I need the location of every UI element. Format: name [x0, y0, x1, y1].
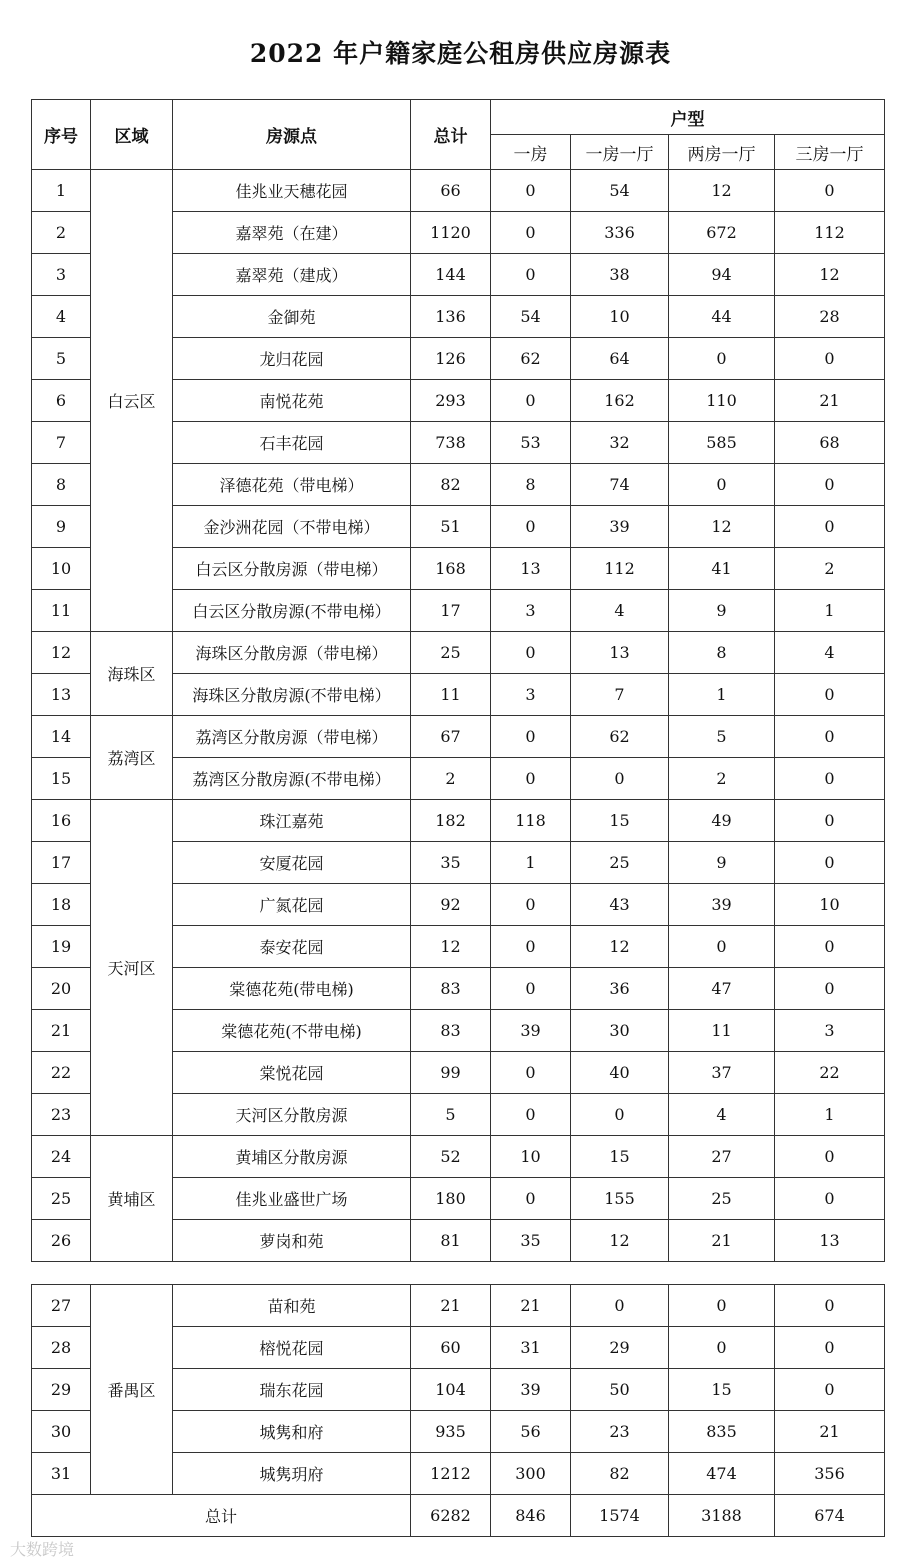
type3-cell: 37	[669, 1052, 775, 1094]
total-cell: 66	[411, 170, 491, 212]
page-title: 2022 年户籍家庭公租房供应房源表	[249, 39, 672, 68]
type3-cell: 39	[669, 884, 775, 926]
grand-total-type-3: 3188	[669, 1495, 775, 1537]
housing-table-main	[31, 99, 885, 1262]
district-cell: 海珠区	[91, 632, 173, 716]
header-total: 总计	[411, 100, 491, 170]
type1-cell: 0	[491, 254, 571, 296]
type4-cell: 0	[775, 968, 885, 1010]
seq-cell: 5	[32, 338, 91, 380]
site-cell: 嘉翠苑（在建）	[173, 212, 411, 254]
type1-cell: 0	[491, 380, 571, 422]
type4-cell: 0	[775, 506, 885, 548]
type2-cell: 0	[571, 1285, 669, 1327]
type4-cell: 68	[775, 422, 885, 464]
type3-cell: 0	[669, 1327, 775, 1369]
total-cell: 11	[411, 674, 491, 716]
type4-cell: 0	[775, 1136, 885, 1178]
grand-total-type-1: 846	[491, 1495, 571, 1537]
total-cell: 81	[411, 1220, 491, 1262]
type3-cell: 5	[669, 716, 775, 758]
seq-cell: 9	[32, 506, 91, 548]
seq-cell: 30	[32, 1411, 91, 1453]
type2-cell: 43	[571, 884, 669, 926]
table-row	[32, 1136, 885, 1178]
seq-cell: 29	[32, 1369, 91, 1411]
seq-cell: 2	[32, 212, 91, 254]
type1-cell: 31	[491, 1327, 571, 1369]
seq-cell: 19	[32, 926, 91, 968]
total-cell: 21	[411, 1285, 491, 1327]
type4-cell: 1	[775, 590, 885, 632]
site-cell: 城隽和府	[173, 1411, 411, 1453]
type3-cell: 21	[669, 1220, 775, 1262]
total-cell: 1120	[411, 212, 491, 254]
type1-cell: 35	[491, 1220, 571, 1262]
site-cell: 海珠区分散房源（带电梯）	[173, 632, 411, 674]
seq-cell: 31	[32, 1453, 91, 1495]
type1-cell: 0	[491, 884, 571, 926]
type4-cell: 0	[775, 716, 885, 758]
type1-cell: 0	[491, 926, 571, 968]
type3-cell: 835	[669, 1411, 775, 1453]
type4-cell: 0	[775, 1327, 885, 1369]
type2-cell: 54	[571, 170, 669, 212]
site-cell: 榕悦花园	[173, 1327, 411, 1369]
type1-cell: 13	[491, 548, 571, 590]
type3-cell: 12	[669, 506, 775, 548]
type1-cell: 56	[491, 1411, 571, 1453]
type3-cell: 1	[669, 674, 775, 716]
type4-cell: 2	[775, 548, 885, 590]
type4-cell: 12	[775, 254, 885, 296]
header-row-1	[32, 100, 885, 135]
type4-cell: 0	[775, 1285, 885, 1327]
type1-cell: 0	[491, 1052, 571, 1094]
type1-cell: 39	[491, 1369, 571, 1411]
site-cell: 荔湾区分散房源（带电梯）	[173, 716, 411, 758]
total-cell: 180	[411, 1178, 491, 1220]
seq-cell: 26	[32, 1220, 91, 1262]
site-cell: 棠德花苑(带电梯)	[173, 968, 411, 1010]
district-cell: 黄埔区	[91, 1136, 173, 1262]
type1-cell: 0	[491, 1094, 571, 1136]
site-cell: 城隽玥府	[173, 1453, 411, 1495]
type2-cell: 25	[571, 842, 669, 884]
type1-cell: 0	[491, 758, 571, 800]
total-cell: 126	[411, 338, 491, 380]
header-type-1: 一房	[491, 135, 571, 170]
type3-cell: 8	[669, 632, 775, 674]
header-type-2: 一房一厅	[571, 135, 669, 170]
total-cell: 104	[411, 1369, 491, 1411]
type4-cell: 3	[775, 1010, 885, 1052]
type2-cell: 112	[571, 548, 669, 590]
type3-cell: 0	[669, 464, 775, 506]
type4-cell: 0	[775, 338, 885, 380]
type3-cell: 0	[669, 1285, 775, 1327]
type4-cell: 0	[775, 1369, 885, 1411]
total-cell: 5	[411, 1094, 491, 1136]
type1-cell: 0	[491, 968, 571, 1010]
seq-cell: 18	[32, 884, 91, 926]
seq-cell: 10	[32, 548, 91, 590]
total-cell: 1212	[411, 1453, 491, 1495]
type3-cell: 94	[669, 254, 775, 296]
type4-cell: 0	[775, 758, 885, 800]
type1-cell: 0	[491, 632, 571, 674]
type3-cell: 474	[669, 1453, 775, 1495]
type4-cell: 0	[775, 464, 885, 506]
type2-cell: 36	[571, 968, 669, 1010]
seq-cell: 27	[32, 1285, 91, 1327]
type2-cell: 39	[571, 506, 669, 548]
total-cell: 738	[411, 422, 491, 464]
seq-cell: 17	[32, 842, 91, 884]
type1-cell: 21	[491, 1285, 571, 1327]
seq-cell: 14	[32, 716, 91, 758]
seq-cell: 6	[32, 380, 91, 422]
total-cell: 35	[411, 842, 491, 884]
district-cell: 荔湾区	[91, 716, 173, 800]
type4-cell: 0	[775, 170, 885, 212]
table-row	[32, 170, 885, 212]
table-main-body	[32, 170, 885, 1262]
type2-cell: 13	[571, 632, 669, 674]
total-cell: 52	[411, 1136, 491, 1178]
type3-cell: 15	[669, 1369, 775, 1411]
type4-cell: 0	[775, 926, 885, 968]
type1-cell: 53	[491, 422, 571, 464]
seq-cell: 21	[32, 1010, 91, 1052]
district-cell: 天河区	[91, 800, 173, 1136]
total-cell: 168	[411, 548, 491, 590]
site-cell: 广氮花园	[173, 884, 411, 926]
type2-cell: 40	[571, 1052, 669, 1094]
site-cell: 荔湾区分散房源(不带电梯）	[173, 758, 411, 800]
type4-cell: 356	[775, 1453, 885, 1495]
seq-cell: 28	[32, 1327, 91, 1369]
grand-total-row	[32, 1495, 885, 1537]
total-cell: 83	[411, 1010, 491, 1052]
seq-cell: 12	[32, 632, 91, 674]
site-cell: 佳兆业盛世广场	[173, 1178, 411, 1220]
type3-cell: 4	[669, 1094, 775, 1136]
total-cell: 51	[411, 506, 491, 548]
type4-cell: 21	[775, 380, 885, 422]
type3-cell: 9	[669, 842, 775, 884]
site-cell: 石丰花园	[173, 422, 411, 464]
type2-cell: 155	[571, 1178, 669, 1220]
site-cell: 珠江嘉苑	[173, 800, 411, 842]
type2-cell: 64	[571, 338, 669, 380]
type1-cell: 3	[491, 590, 571, 632]
type2-cell: 0	[571, 758, 669, 800]
header-type-3: 两房一厅	[669, 135, 775, 170]
type1-cell: 62	[491, 338, 571, 380]
type3-cell: 41	[669, 548, 775, 590]
site-cell: 安厦花园	[173, 842, 411, 884]
district-cell: 白云区	[91, 170, 173, 632]
type2-cell: 336	[571, 212, 669, 254]
watermark-text: 大数跨境	[10, 1540, 75, 1559]
type2-cell: 15	[571, 800, 669, 842]
total-cell: 12	[411, 926, 491, 968]
table-row	[32, 800, 885, 842]
type3-cell: 49	[669, 800, 775, 842]
seq-cell: 23	[32, 1094, 91, 1136]
table-continued-body	[32, 1285, 885, 1495]
site-cell: 金御苑	[173, 296, 411, 338]
type2-cell: 4	[571, 590, 669, 632]
type4-cell: 28	[775, 296, 885, 338]
site-cell: 棠德花苑(不带电梯)	[173, 1010, 411, 1052]
type1-cell: 0	[491, 506, 571, 548]
type3-cell: 0	[669, 926, 775, 968]
type2-cell: 30	[571, 1010, 669, 1052]
type1-cell: 0	[491, 716, 571, 758]
type3-cell: 12	[669, 170, 775, 212]
type1-cell: 39	[491, 1010, 571, 1052]
type3-cell: 25	[669, 1178, 775, 1220]
type1-cell: 300	[491, 1453, 571, 1495]
table-row	[32, 716, 885, 758]
type4-cell: 13	[775, 1220, 885, 1262]
type3-cell: 11	[669, 1010, 775, 1052]
type2-cell: 74	[571, 464, 669, 506]
table-row	[32, 632, 885, 674]
total-cell: 935	[411, 1411, 491, 1453]
type1-cell: 54	[491, 296, 571, 338]
type3-cell: 672	[669, 212, 775, 254]
type1-cell: 0	[491, 170, 571, 212]
total-cell: 67	[411, 716, 491, 758]
total-cell: 17	[411, 590, 491, 632]
seq-cell: 3	[32, 254, 91, 296]
site-cell: 龙归花园	[173, 338, 411, 380]
site-cell: 佳兆业天穗花园	[173, 170, 411, 212]
header-site: 房源点	[173, 100, 411, 170]
site-cell: 棠悦花园	[173, 1052, 411, 1094]
type3-cell: 0	[669, 338, 775, 380]
type4-cell: 22	[775, 1052, 885, 1094]
type4-cell: 4	[775, 632, 885, 674]
site-cell: 黄埔区分散房源	[173, 1136, 411, 1178]
site-cell: 苗和苑	[173, 1285, 411, 1327]
total-cell: 92	[411, 884, 491, 926]
type2-cell: 62	[571, 716, 669, 758]
total-cell: 2	[411, 758, 491, 800]
type3-cell: 585	[669, 422, 775, 464]
site-cell: 白云区分散房源（带电梯）	[173, 548, 411, 590]
type4-cell: 0	[775, 674, 885, 716]
type4-cell: 0	[775, 1178, 885, 1220]
header-district: 区域	[91, 100, 173, 170]
total-cell: 60	[411, 1327, 491, 1369]
type3-cell: 9	[669, 590, 775, 632]
type4-cell: 10	[775, 884, 885, 926]
seq-cell: 15	[32, 758, 91, 800]
type2-cell: 82	[571, 1453, 669, 1495]
total-cell: 99	[411, 1052, 491, 1094]
total-cell: 136	[411, 296, 491, 338]
header-seq: 序号	[32, 100, 91, 170]
type1-cell: 3	[491, 674, 571, 716]
seq-cell: 1	[32, 170, 91, 212]
type3-cell: 2	[669, 758, 775, 800]
total-cell: 25	[411, 632, 491, 674]
type2-cell: 29	[571, 1327, 669, 1369]
type2-cell: 162	[571, 380, 669, 422]
seq-cell: 4	[32, 296, 91, 338]
type2-cell: 7	[571, 674, 669, 716]
type4-cell: 0	[775, 800, 885, 842]
type3-cell: 27	[669, 1136, 775, 1178]
grand-total-label: 总计	[32, 1495, 411, 1537]
site-cell: 白云区分散房源(不带电梯）	[173, 590, 411, 632]
type4-cell: 0	[775, 842, 885, 884]
seq-cell: 22	[32, 1052, 91, 1094]
type1-cell: 8	[491, 464, 571, 506]
type2-cell: 23	[571, 1411, 669, 1453]
site-cell: 嘉翠苑（建成）	[173, 254, 411, 296]
total-cell: 82	[411, 464, 491, 506]
table-row	[32, 1285, 885, 1327]
type3-cell: 47	[669, 968, 775, 1010]
type3-cell: 110	[669, 380, 775, 422]
seq-cell: 13	[32, 674, 91, 716]
grand-total-all: 6282	[411, 1495, 491, 1537]
grand-total-type-2: 1574	[571, 1495, 669, 1537]
seq-cell: 8	[32, 464, 91, 506]
seq-cell: 20	[32, 968, 91, 1010]
type1-cell: 118	[491, 800, 571, 842]
type2-cell: 12	[571, 1220, 669, 1262]
district-cell: 番禺区	[91, 1285, 173, 1495]
total-cell: 182	[411, 800, 491, 842]
site-cell: 南悦花苑	[173, 380, 411, 422]
header-unit-type: 户型	[491, 100, 885, 135]
type1-cell: 10	[491, 1136, 571, 1178]
housing-table-continued	[31, 1284, 885, 1537]
total-cell: 293	[411, 380, 491, 422]
header-type-4: 三房一厅	[775, 135, 885, 170]
type2-cell: 38	[571, 254, 669, 296]
seq-cell: 25	[32, 1178, 91, 1220]
type2-cell: 12	[571, 926, 669, 968]
type3-cell: 44	[669, 296, 775, 338]
type2-cell: 32	[571, 422, 669, 464]
grand-total-type-4: 674	[775, 1495, 885, 1537]
type1-cell: 0	[491, 1178, 571, 1220]
site-cell: 天河区分散房源	[173, 1094, 411, 1136]
type2-cell: 0	[571, 1094, 669, 1136]
seq-cell: 7	[32, 422, 91, 464]
total-cell: 83	[411, 968, 491, 1010]
type4-cell: 112	[775, 212, 885, 254]
total-cell: 144	[411, 254, 491, 296]
type2-cell: 10	[571, 296, 669, 338]
site-cell: 萝岗和苑	[173, 1220, 411, 1262]
site-cell: 金沙洲花园（不带电梯）	[173, 506, 411, 548]
type1-cell: 0	[491, 212, 571, 254]
site-cell: 海珠区分散房源(不带电梯）	[173, 674, 411, 716]
type2-cell: 15	[571, 1136, 669, 1178]
site-cell: 瑞东花园	[173, 1369, 411, 1411]
seq-cell: 11	[32, 590, 91, 632]
site-cell: 泰安花园	[173, 926, 411, 968]
type4-cell: 21	[775, 1411, 885, 1453]
site-cell: 泽德花苑（带电梯）	[173, 464, 411, 506]
seq-cell: 24	[32, 1136, 91, 1178]
type1-cell: 1	[491, 842, 571, 884]
type4-cell: 1	[775, 1094, 885, 1136]
type2-cell: 50	[571, 1369, 669, 1411]
seq-cell: 16	[32, 800, 91, 842]
